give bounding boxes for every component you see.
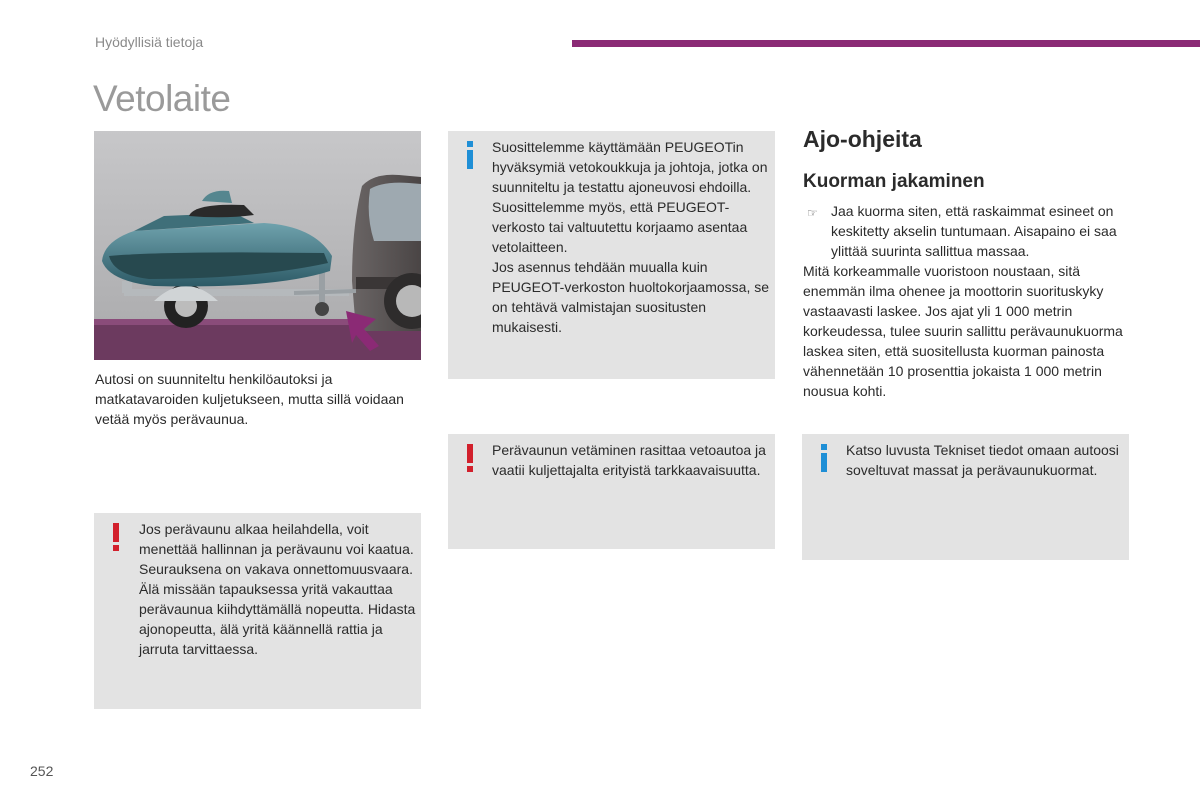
warning-box-towing-strain bbox=[448, 434, 775, 549]
section-label: Hyödyllisiä tietoja bbox=[95, 34, 204, 50]
list-item-text: Jaa kuorma siten, että raskaimmat esineet on keskitetty akselin tuntumaan. Aisapaino ei saa ylittää suurinta sallittua massaa. bbox=[831, 203, 1117, 259]
altitude-paragraph: Mitä korkeammalle vuoristoon noustaan, sitä enemmän ilma ohenee ja moottorin suorituskyky vastaavasti laskee. Jos ajat yli 1 000 metrin korkeudessa, tulee suurin sallittu perävaunukuorma laskea siten, että suositellusta kuorman painosta vähennetään 10 prosenttia jokaista 1 000 metrin nousua kohti. bbox=[803, 263, 1123, 399]
exclamation-icon bbox=[110, 523, 122, 551]
subsection-heading: Kuorman jakaminen bbox=[803, 171, 985, 192]
info-icon bbox=[464, 141, 476, 169]
hand-pointer-icon: ☞ bbox=[807, 206, 818, 220]
info-box-recommended-towbar bbox=[448, 131, 775, 379]
section-heading: Ajo-ohjeita bbox=[803, 126, 922, 152]
warning-box-trailer-sway bbox=[94, 513, 421, 709]
car-towing-jetski-trailer-illustration bbox=[94, 131, 421, 360]
info-box-technical-data bbox=[802, 434, 1129, 560]
info-text: Suosittelemme käyttämään PEUGEOTin hyväksymiä vetokoukkuja ja johtoja, jotka on suunniteltu ja testattu ajoneuvosi ehdoilla. Suosittelemme myös, että PEUGEOT-verkosto tai valtuutettu korjaamo asentaa vetolaitteen. Jos asennus tehdään muualla kuin PEUGEOT-verkoston huoltokorjaamossa, se on tehtävä valmistajan suositusten mukaisesti. bbox=[492, 139, 770, 335]
intro-text: Autosi on suunniteltu henkilöautoksi ja matkatavaroiden kuljetukseen, mutta sillä voidaan vetää myös perävaunua. bbox=[95, 371, 404, 427]
info-icon bbox=[818, 444, 830, 472]
section-accent-bar bbox=[572, 40, 1200, 47]
warning-text: Perävaunun vetäminen rasittaa vetoautoa ja vaatii kuljettajalta erityistä tarkkaavaisuutta. bbox=[492, 442, 766, 478]
exclamation-icon bbox=[464, 444, 476, 472]
info-text: Katso luvusta Tekniset tiedot omaan autoosi soveltuvat massat ja perävaunukuormat. bbox=[846, 442, 1119, 478]
page-number: 252 bbox=[30, 763, 54, 779]
page-title: Vetolaite bbox=[93, 78, 231, 119]
warning-text: Jos perävaunu alkaa heilahdella, voit menettää hallinnan ja perävaunu voi kaatua. Seurauksena on vakava onnettomuusvaara. Älä missään tapauksessa yritä vakauttaa perävaunua kiihdyttämällä nopeutta. Hidasta ajonopeutta, älä yritä käännellä rattia ja jarruta tarvittaessa. bbox=[139, 521, 416, 657]
